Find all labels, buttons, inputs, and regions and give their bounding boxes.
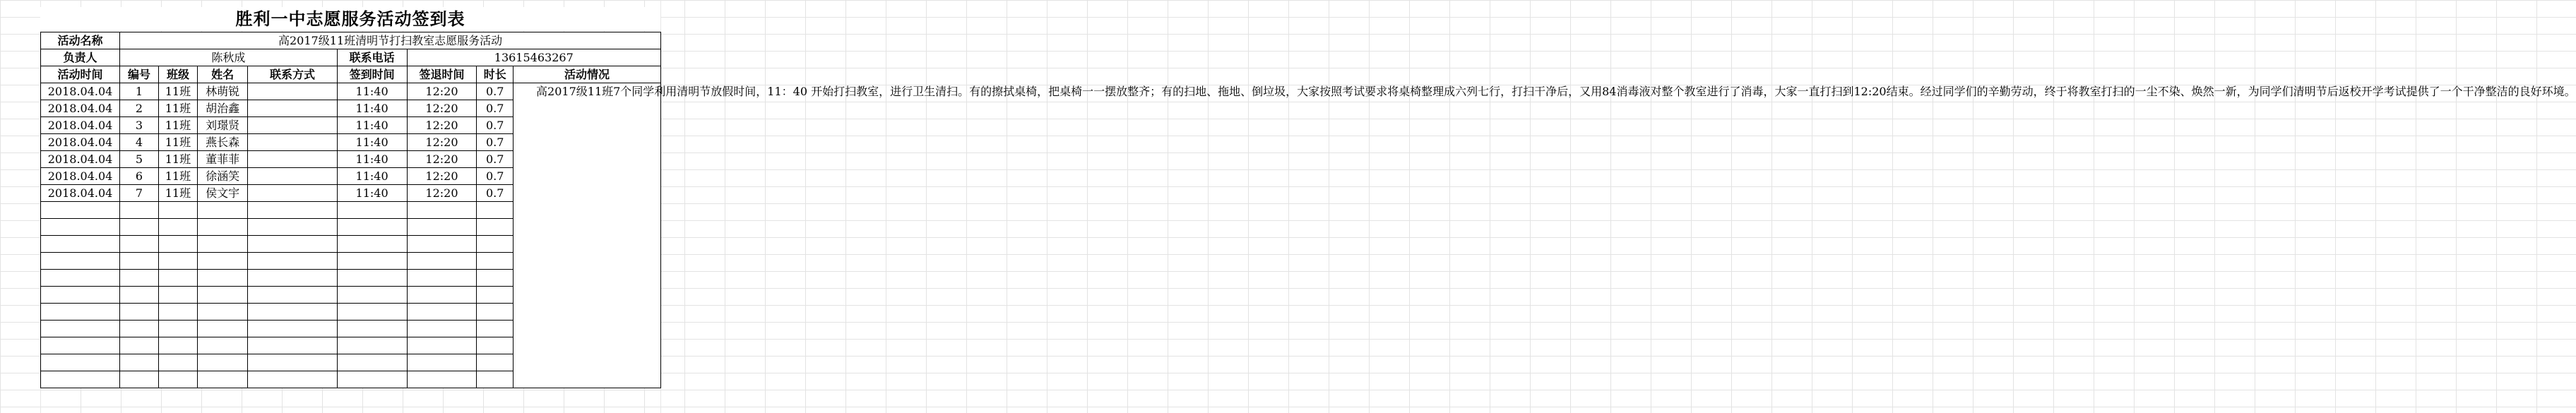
cell-sign-in[interactable]: [337, 270, 407, 287]
cell-sign-out[interactable]: [407, 304, 477, 321]
activity-name-label[interactable]: 活动名称: [41, 32, 120, 49]
col-header-duration[interactable]: 时长: [477, 66, 514, 83]
cell-contact[interactable]: [248, 371, 337, 388]
col-header-sign-in[interactable]: 签到时间: [337, 66, 407, 83]
cell-sign-in[interactable]: 11:40: [337, 168, 407, 185]
cell-class[interactable]: [158, 337, 197, 354]
cell-class[interactable]: 11班: [158, 134, 197, 151]
cell-sign-out[interactable]: [407, 253, 477, 270]
cell-duration[interactable]: [477, 270, 514, 287]
cell-duration[interactable]: [477, 202, 514, 219]
cell-contact[interactable]: [248, 219, 337, 236]
leader-label[interactable]: 负责人: [41, 49, 120, 66]
cell-class[interactable]: 11班: [158, 100, 197, 117]
phone-label[interactable]: 联系电话: [337, 49, 407, 66]
cell-number[interactable]: 6: [120, 168, 159, 185]
col-header-class[interactable]: 班级: [158, 66, 197, 83]
cell-name[interactable]: 林萌锐: [197, 83, 247, 100]
activity-name-row: [41, 32, 661, 49]
cell-number[interactable]: [120, 354, 159, 371]
cell-class[interactable]: 11班: [158, 168, 197, 185]
cell-contact[interactable]: [248, 185, 337, 202]
activity-name-value[interactable]: 高2017级11班清明节打扫教室志愿服务活动: [120, 32, 661, 49]
cell-name[interactable]: [197, 219, 247, 236]
cell-sign-in[interactable]: 11:40: [337, 117, 407, 134]
cell-name[interactable]: [197, 270, 247, 287]
cell-contact[interactable]: [248, 236, 337, 253]
cell-name[interactable]: [197, 304, 247, 321]
col-header-date[interactable]: 活动时间: [41, 66, 120, 83]
cell-number[interactable]: 4: [120, 134, 159, 151]
cell-duration[interactable]: [477, 371, 514, 388]
cell-date[interactable]: [41, 337, 120, 354]
cell-date[interactable]: [41, 236, 120, 253]
cell-class[interactable]: [158, 304, 197, 321]
cell-number[interactable]: [120, 371, 159, 388]
cell-duration[interactable]: [477, 253, 514, 270]
cell-contact[interactable]: [248, 117, 337, 134]
cell-name[interactable]: [197, 321, 247, 337]
cell-name[interactable]: [197, 236, 247, 253]
cell-class[interactable]: 11班: [158, 83, 197, 100]
cell-sign-out[interactable]: [407, 202, 477, 219]
cell-sign-in[interactable]: 11:40: [337, 151, 407, 168]
cell-duration[interactable]: 0.7: [477, 185, 514, 202]
cell-date[interactable]: [41, 253, 120, 270]
cell-name[interactable]: [197, 202, 247, 219]
cell-sign-in[interactable]: 11:40: [337, 83, 407, 100]
cell-number[interactable]: [120, 236, 159, 253]
cell-number[interactable]: [120, 304, 159, 321]
leader-value[interactable]: 陈秋成: [120, 49, 338, 66]
col-header-sign-out[interactable]: 签退时间: [407, 66, 477, 83]
cell-number[interactable]: 3: [120, 117, 159, 134]
cell-date[interactable]: [41, 270, 120, 287]
cell-contact[interactable]: [248, 134, 337, 151]
cell-number[interactable]: [120, 270, 159, 287]
cell-number[interactable]: [120, 337, 159, 354]
cell-sign-out[interactable]: [407, 287, 477, 304]
cell-contact[interactable]: [248, 354, 337, 371]
cell-sign-out[interactable]: [407, 321, 477, 337]
cell-contact[interactable]: [248, 253, 337, 270]
cell-duration[interactable]: 0.7: [477, 83, 514, 100]
phone-value[interactable]: 13615463267: [407, 49, 660, 66]
cell-name[interactable]: 董菲菲: [197, 151, 247, 168]
cell-name[interactable]: [197, 253, 247, 270]
table-row: [41, 83, 661, 100]
col-header-activity[interactable]: 活动情况: [514, 66, 661, 83]
cell-class[interactable]: [158, 270, 197, 287]
cell-duration[interactable]: [477, 236, 514, 253]
cell-sign-in[interactable]: 11:40: [337, 185, 407, 202]
cell-sign-in[interactable]: 11:40: [337, 100, 407, 117]
activity-description: 高2017级11班7个同学利用清明节放假时间，11：40 开始打扫教室，进行卫生清扫。有的擦拭桌椅，把桌椅一一摆放整齐；有的扫地、拖地、倒垃圾，大家按照考试要求将桌椅整理成六列七行，打扫干净后，又用84消毒液对整个教室进行了消毒，大家一直打扫到12:20结束。经过同学们的辛勤劳动，终于将教室打扫的一尘不染、焕然一新，为同学们清明节后返校开学考试提供了一个干净整洁的良好环境。: [536, 85, 2576, 98]
cell-number[interactable]: [120, 253, 159, 270]
activity-description-cell[interactable]: [514, 83, 2576, 388]
cell-name[interactable]: 侯文宇: [197, 185, 247, 202]
cell-class[interactable]: 11班: [158, 185, 197, 202]
cell-duration[interactable]: [477, 321, 514, 337]
cell-sign-in[interactable]: 11:40: [337, 134, 407, 151]
cell-sign-out[interactable]: 12:20: [407, 151, 477, 168]
cell-contact[interactable]: [248, 83, 337, 100]
cell-date[interactable]: [41, 287, 120, 304]
cell-name[interactable]: 刘璟贤: [197, 117, 247, 134]
cell-date[interactable]: 2018.04.04: [41, 168, 120, 185]
cell-sign-out[interactable]: 12:20: [407, 185, 477, 202]
cell-number[interactable]: 5: [120, 151, 159, 168]
cell-duration[interactable]: [477, 219, 514, 236]
cell-duration[interactable]: [477, 337, 514, 354]
cell-duration[interactable]: 0.7: [477, 117, 514, 134]
cell-sign-in[interactable]: [337, 253, 407, 270]
cell-sign-out[interactable]: [407, 354, 477, 371]
cell-contact[interactable]: [248, 270, 337, 287]
cell-duration[interactable]: [477, 304, 514, 321]
cell-name[interactable]: [197, 371, 247, 388]
cell-name[interactable]: 胡治鑫: [197, 100, 247, 117]
sheet-title: 胜利一中志愿服务活动签到表: [40, 7, 660, 31]
cell-class[interactable]: [158, 354, 197, 371]
cell-contact[interactable]: [248, 321, 337, 337]
cell-sign-out[interactable]: 12:20: [407, 83, 477, 100]
cell-sign-out[interactable]: [407, 371, 477, 388]
cell-class[interactable]: [158, 236, 197, 253]
col-header-number[interactable]: 编号: [120, 66, 159, 83]
cell-sign-in[interactable]: [337, 321, 407, 337]
cell-number[interactable]: [120, 287, 159, 304]
cell-contact[interactable]: [248, 202, 337, 219]
cell-sign-out[interactable]: 12:20: [407, 168, 477, 185]
cell-sign-in[interactable]: [337, 202, 407, 219]
col-header-name[interactable]: 姓名: [197, 66, 247, 83]
cell-sign-out[interactable]: [407, 337, 477, 354]
cell-class[interactable]: 11班: [158, 151, 197, 168]
cell-name[interactable]: [197, 287, 247, 304]
sign-in-table: [40, 32, 2576, 388]
cell-date[interactable]: [41, 304, 120, 321]
cell-duration[interactable]: 0.7: [477, 134, 514, 151]
cell-date[interactable]: [41, 371, 120, 388]
cell-sign-in[interactable]: [337, 287, 407, 304]
cell-date[interactable]: [41, 321, 120, 337]
cell-name[interactable]: [197, 354, 247, 371]
col-header-contact[interactable]: 联系方式: [248, 66, 337, 83]
cell-date[interactable]: 2018.04.04: [41, 100, 120, 117]
cell-sign-in[interactable]: [337, 236, 407, 253]
header-row: [41, 66, 661, 83]
cell-contact[interactable]: [248, 151, 337, 168]
cell-number[interactable]: [120, 219, 159, 236]
cell-duration[interactable]: 0.7: [477, 100, 514, 117]
cell-class[interactable]: 11班: [158, 117, 197, 134]
cell-contact[interactable]: [248, 168, 337, 185]
cell-date[interactable]: [41, 202, 120, 219]
cell-class[interactable]: [158, 202, 197, 219]
cell-duration[interactable]: 0.7: [477, 168, 514, 185]
cell-sign-out[interactable]: 12:20: [407, 117, 477, 134]
cell-sign-in[interactable]: [337, 371, 407, 388]
cell-duration[interactable]: [477, 287, 514, 304]
cell-contact[interactable]: [248, 100, 337, 117]
cell-date[interactable]: [41, 219, 120, 236]
leader-row: [41, 49, 661, 66]
cell-name[interactable]: 徐涵笑: [197, 168, 247, 185]
cell-date[interactable]: 2018.04.04: [41, 83, 120, 100]
cell-sign-out[interactable]: [407, 236, 477, 253]
cell-class[interactable]: [158, 253, 197, 270]
cell-class[interactable]: [158, 371, 197, 388]
cell-name[interactable]: 燕长森: [197, 134, 247, 151]
cell-date[interactable]: 2018.04.04: [41, 151, 120, 168]
cell-class[interactable]: [158, 287, 197, 304]
cell-name[interactable]: [197, 337, 247, 354]
cell-date[interactable]: 2018.04.04: [41, 185, 120, 202]
cell-class[interactable]: [158, 321, 197, 337]
cell-contact[interactable]: [248, 287, 337, 304]
cell-duration[interactable]: [477, 354, 514, 371]
cell-sign-in[interactable]: [337, 304, 407, 321]
cell-duration[interactable]: 0.7: [477, 151, 514, 168]
cell-class[interactable]: [158, 219, 197, 236]
cell-number[interactable]: 1: [120, 83, 159, 100]
cell-sign-in[interactable]: [337, 354, 407, 371]
cell-sign-in[interactable]: [337, 337, 407, 354]
cell-contact[interactable]: [248, 337, 337, 354]
cell-sign-in[interactable]: [337, 219, 407, 236]
cell-number[interactable]: 7: [120, 185, 159, 202]
cell-number[interactable]: [120, 202, 159, 219]
cell-date[interactable]: [41, 354, 120, 371]
cell-number[interactable]: [120, 321, 159, 337]
cell-contact[interactable]: [248, 304, 337, 321]
cell-number[interactable]: 2: [120, 100, 159, 117]
cell-sign-out[interactable]: 12:20: [407, 134, 477, 151]
cell-sign-out[interactable]: 12:20: [407, 100, 477, 117]
cell-sign-out[interactable]: [407, 219, 477, 236]
cell-date[interactable]: 2018.04.04: [41, 134, 120, 151]
cell-date[interactable]: 2018.04.04: [41, 117, 120, 134]
cell-sign-out[interactable]: [407, 270, 477, 287]
